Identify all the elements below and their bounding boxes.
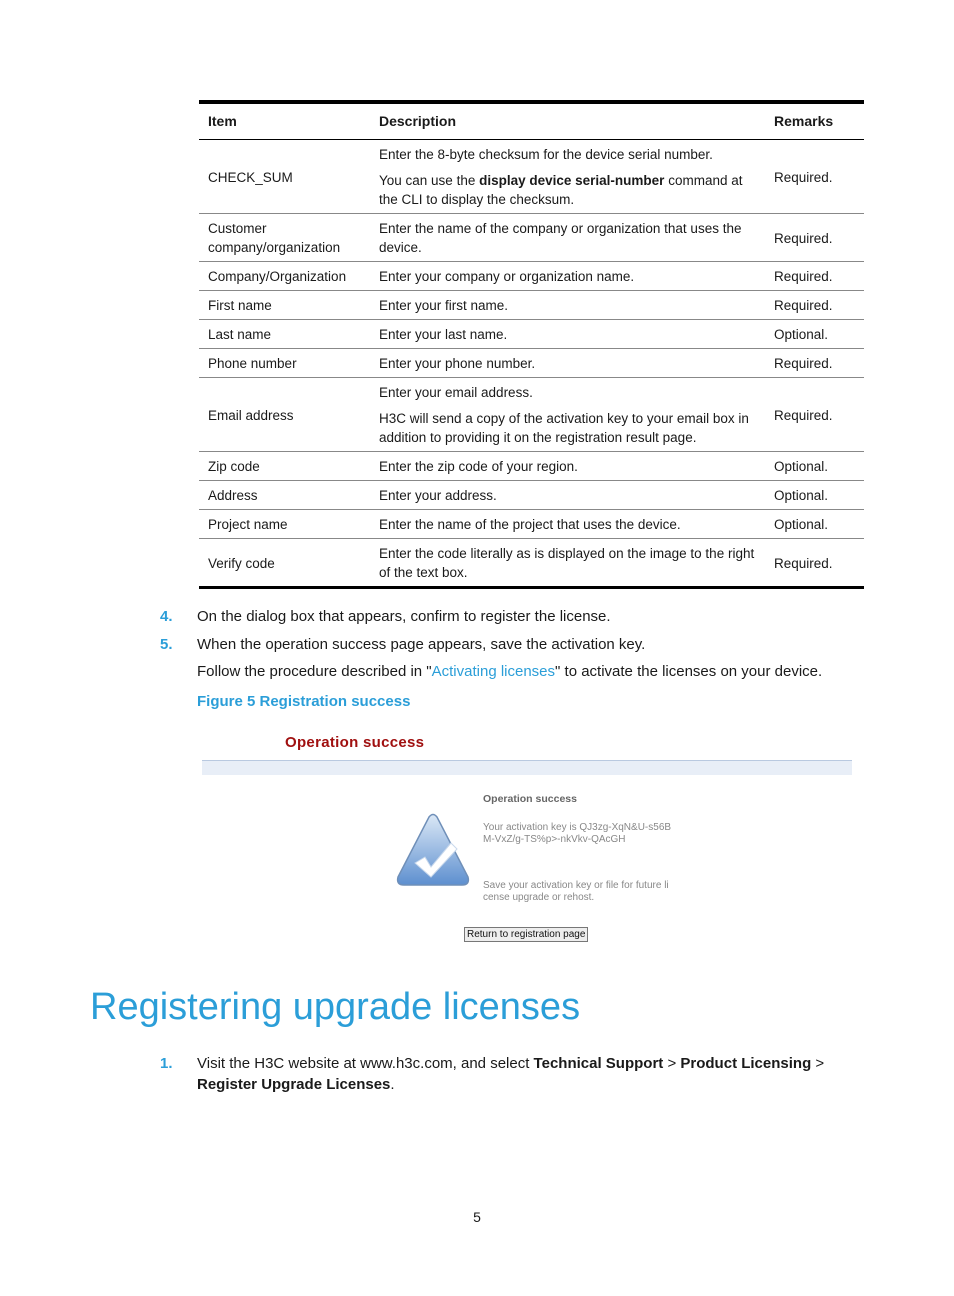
list-item — [160, 1053, 860, 1095]
product-licensing-menu: Product Licensing — [680, 1055, 812, 1072]
table-row — [199, 262, 864, 291]
table-row — [199, 349, 864, 378]
register-upgrade-licenses-menu: Register Upgrade Licenses — [197, 1076, 391, 1093]
cell-item: First name — [199, 291, 370, 320]
cell-description: Enter the 8-byte checksum for the device serial number. You can use the display device serial-number command at the CLI to display the checksum. — [370, 140, 765, 214]
step-number: 4. — [160, 608, 173, 625]
table-row — [199, 378, 864, 452]
table-row — [199, 320, 864, 349]
activation-key-text: Your activation key is QJ3zg-XqN&U-s56BM-VxZ/g-TS%p>-nkVkv-QAcGH — [483, 822, 672, 845]
cell-description: Enter your company or organization name. — [370, 262, 765, 291]
return-to-registration-button[interactable]: Return to registration page — [464, 927, 588, 942]
follow-paragraph — [160, 661, 860, 682]
step-number: 5. — [160, 636, 173, 653]
cell-description: Enter your last name. — [370, 320, 765, 349]
figure-heading: Operation success — [483, 793, 577, 805]
cell-remarks: Optional. — [765, 452, 864, 481]
figure-header-bar — [202, 760, 852, 775]
cell-item: Email address — [199, 378, 370, 452]
list-item — [160, 606, 860, 627]
table-row — [199, 140, 864, 214]
save-key-text: Save your activation key or file for future license upgrade or rehost. — [483, 880, 669, 903]
parameter-table — [199, 100, 864, 589]
cell-remarks: Required. — [765, 349, 864, 378]
registration-success-figure — [200, 728, 854, 948]
table-row — [199, 539, 864, 588]
cell-item: Customer company/organization — [199, 214, 370, 262]
checkmark-icon — [395, 813, 471, 889]
table-body — [199, 140, 864, 588]
cell-remarks: Required. — [765, 214, 864, 262]
cell-item: Company/Organization — [199, 262, 370, 291]
cell-remarks: Required. — [765, 378, 864, 452]
cell-description: Enter the zip code of your region. — [370, 452, 765, 481]
step-text: Visit the H3C website at www.h3c.com, and select Technical Support > Product Licensing > Register Upgrade Licenses. — [197, 1055, 825, 1093]
header-description: Description — [370, 102, 765, 140]
table-row — [199, 291, 864, 320]
section-title: Registering upgrade licenses — [90, 986, 581, 1028]
cell-item: Address — [199, 481, 370, 510]
header-item: Item — [199, 102, 370, 140]
cell-item: Verify code — [199, 539, 370, 588]
table-row — [199, 214, 864, 262]
table-row — [199, 481, 864, 510]
upgrade-steps-list — [160, 1053, 860, 1095]
step-text: On the dialog box that appears, confirm to register the license. — [197, 608, 611, 625]
step-text: When the operation success page appears, save the activation key. — [197, 636, 646, 653]
cell-item: CHECK_SUM — [199, 140, 370, 214]
cell-description: Enter your email address. H3C will send a copy of the activation key to your email box in addition to providing it on the registration result page. — [370, 378, 765, 452]
table-row — [199, 510, 864, 539]
page-number: 5 — [473, 1209, 481, 1225]
cell-remarks: Optional. — [765, 481, 864, 510]
follow-text-pre: Follow the procedure described in " — [197, 663, 432, 680]
cell-item: Last name — [199, 320, 370, 349]
figure-caption: Figure 5 Registration success — [197, 693, 411, 710]
steps-list — [160, 606, 860, 682]
table-row — [199, 452, 864, 481]
cell-item: Project name — [199, 510, 370, 539]
technical-support-menu: Technical Support — [533, 1055, 664, 1072]
cell-item: Phone number — [199, 349, 370, 378]
cell-remarks: Optional. — [765, 510, 864, 539]
activating-licenses-link[interactable]: Activating licenses — [431, 663, 556, 680]
cell-description: Enter the code literally as is displayed on the image to the right of the text box. — [370, 539, 765, 588]
header-remarks: Remarks — [765, 102, 864, 140]
step-number: 1. — [160, 1055, 173, 1072]
cell-description: Enter the name of the project that uses the device. — [370, 510, 765, 539]
table-header-row — [199, 102, 864, 140]
cell-remarks: Required. — [765, 291, 864, 320]
cell-item: Zip code — [199, 452, 370, 481]
figure-title: Operation success — [285, 734, 425, 751]
cell-remarks: Optional. — [765, 320, 864, 349]
cell-description: Enter your phone number. — [370, 349, 765, 378]
cell-remarks: Required. — [765, 140, 864, 214]
cell-remarks: Required. — [765, 539, 864, 588]
cell-remarks: Required. — [765, 262, 864, 291]
cell-description: Enter your address. — [370, 481, 765, 510]
cell-description: Enter your first name. — [370, 291, 765, 320]
list-item — [160, 634, 860, 655]
follow-text-post: " to activate the licenses on your device. — [555, 663, 823, 680]
cell-description: Enter the name of the company or organization that uses the device. — [370, 214, 765, 262]
